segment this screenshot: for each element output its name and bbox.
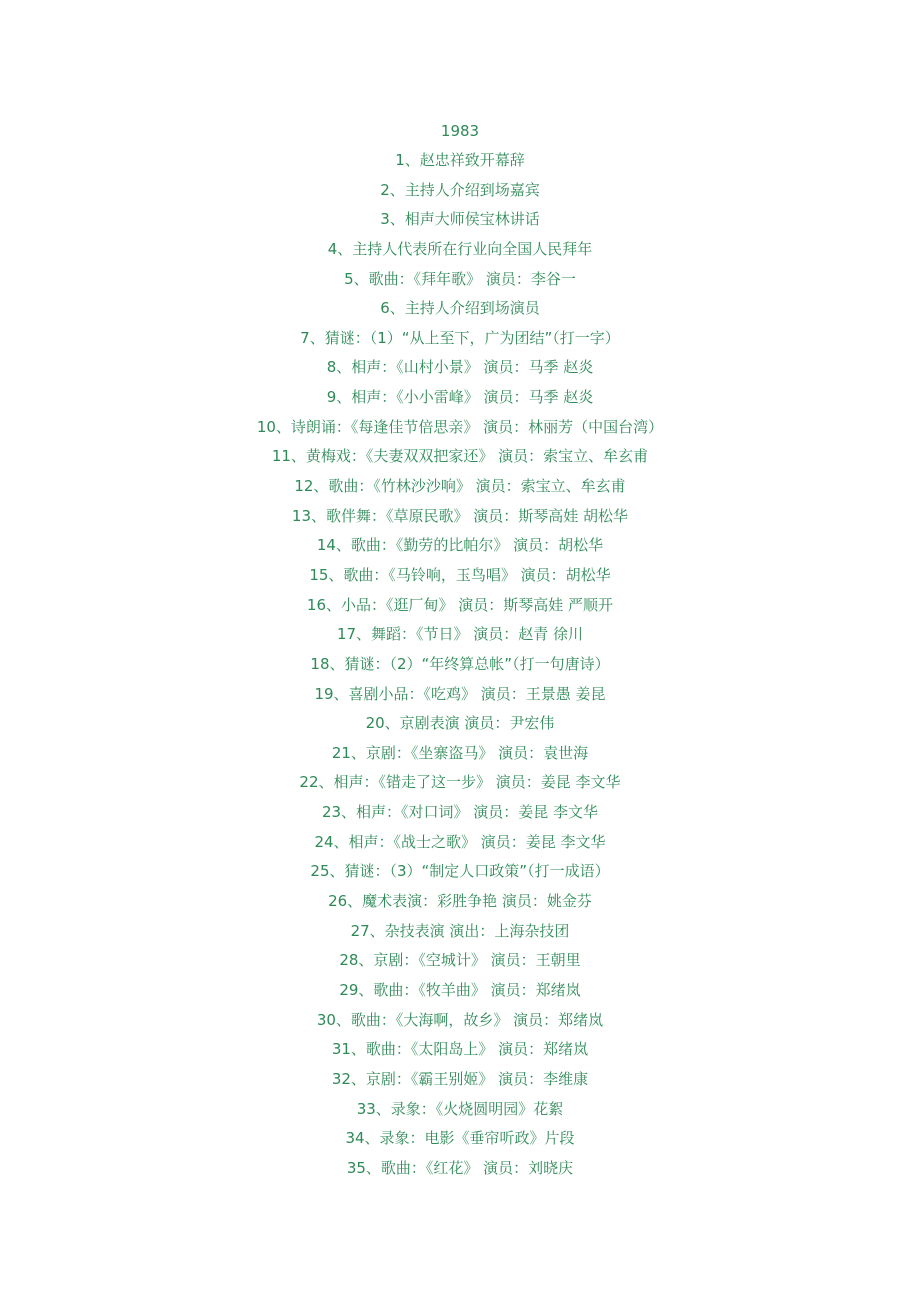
- program-item: 31、歌曲：《太阳岛上》 演员：郑绪岚: [331, 1040, 589, 1059]
- program-item: 21、京剧：《坐寨盗马》 演员：袁世海: [331, 743, 589, 762]
- program-item: 14、歌曲：《勤劳的比帕尔》 演员：胡松华: [316, 536, 604, 555]
- program-item: 30、歌曲：《大海啊，故乡》 演员：郑绪岚: [316, 1010, 604, 1029]
- program-item: 32、京剧：《霸王别姬》 演员：李维康: [331, 1069, 589, 1088]
- program-list: [0, 148, 920, 1185]
- program-item: 13、歌伴舞：《草原民歌》 演员：斯琴高娃 胡松华: [291, 506, 629, 525]
- program-item: 4、主持人代表所在行业向全国人民拜年: [327, 239, 593, 258]
- program-item: 10、诗朗诵：《每逢佳节倍思亲》 演员：林丽芳（中国台湾）: [256, 417, 664, 436]
- program-item: 20、京剧表演 演员：尹宏伟: [365, 714, 555, 733]
- program-item: 6、主持人介绍到场演员: [380, 299, 540, 318]
- program-item: 26、魔术表演：彩胜争艳 演员：姚金芬: [328, 892, 592, 911]
- program-item: 33、录象：《火烧圆明园》花絮: [356, 1099, 564, 1118]
- program-item: 22、相声：《错走了这一步》 演员：姜昆 李文华: [299, 773, 621, 792]
- program-item: 27、杂技表演 演出：上海杂技团: [350, 921, 570, 940]
- program-item: 12、歌曲：《竹林沙沙响》 演员：索宝立、牟玄甫: [294, 477, 626, 496]
- program-item: 34、录象：电影《垂帘听政》片段: [345, 1129, 575, 1148]
- program-item: 19、喜剧小品：《吃鸡》 演员：王景愚 姜昆: [314, 684, 606, 703]
- program-item: 23、相声：《对口词》 演员：姜昆 李文华: [321, 803, 599, 822]
- program-item: 9、相声：《小小雷峰》 演员：马季 赵炎: [326, 388, 594, 407]
- program-item: 3、相声大师侯宝林讲话: [380, 210, 540, 229]
- program-item: 29、歌曲：《牧羊曲》 演员：郑绪岚: [339, 980, 581, 999]
- program-item: 17、舞蹈：《节日》 演员：赵青 徐川: [336, 625, 584, 644]
- program-item: 28、京剧：《空城计》 演员：王朝里: [339, 951, 581, 970]
- program-item: 18、猜谜：（2）“年终算总帐”（打一句唐诗）: [310, 654, 610, 673]
- program-item: 1、赵忠祥致开幕辞: [395, 151, 525, 169]
- program-item: 7、猜谜：（1）“从上至下，广为团结”（打一字）: [300, 328, 620, 347]
- program-item: 15、歌曲：《马铃响，玉鸟唱》 演员：胡松华: [309, 565, 611, 584]
- program-item: 16、小品：《逛厂甸》 演员：斯琴高娃 严顺开: [306, 595, 614, 614]
- program-item: 11、黄梅戏：《夫妻双双把家还》 演员：索宝立、牟玄甫: [271, 447, 649, 466]
- program-item: 2、主持人介绍到场嘉宾: [380, 180, 540, 199]
- program-item: 35、歌曲：《红花》 演员：刘晓庆: [346, 1158, 574, 1177]
- program-item: 24、相声：《战士之歌》 演员：姜昆 李文华: [314, 832, 606, 851]
- program-item: 8、相声：《山村小景》 演员：马季 赵炎: [326, 358, 594, 377]
- program-item: 5、歌曲：《拜年歌》 演员：李谷一: [344, 269, 576, 288]
- program-item: 25、猜谜：（3）“制定人口政策”（打一成语）: [310, 862, 610, 881]
- document-title: 1983: [440, 122, 480, 140]
